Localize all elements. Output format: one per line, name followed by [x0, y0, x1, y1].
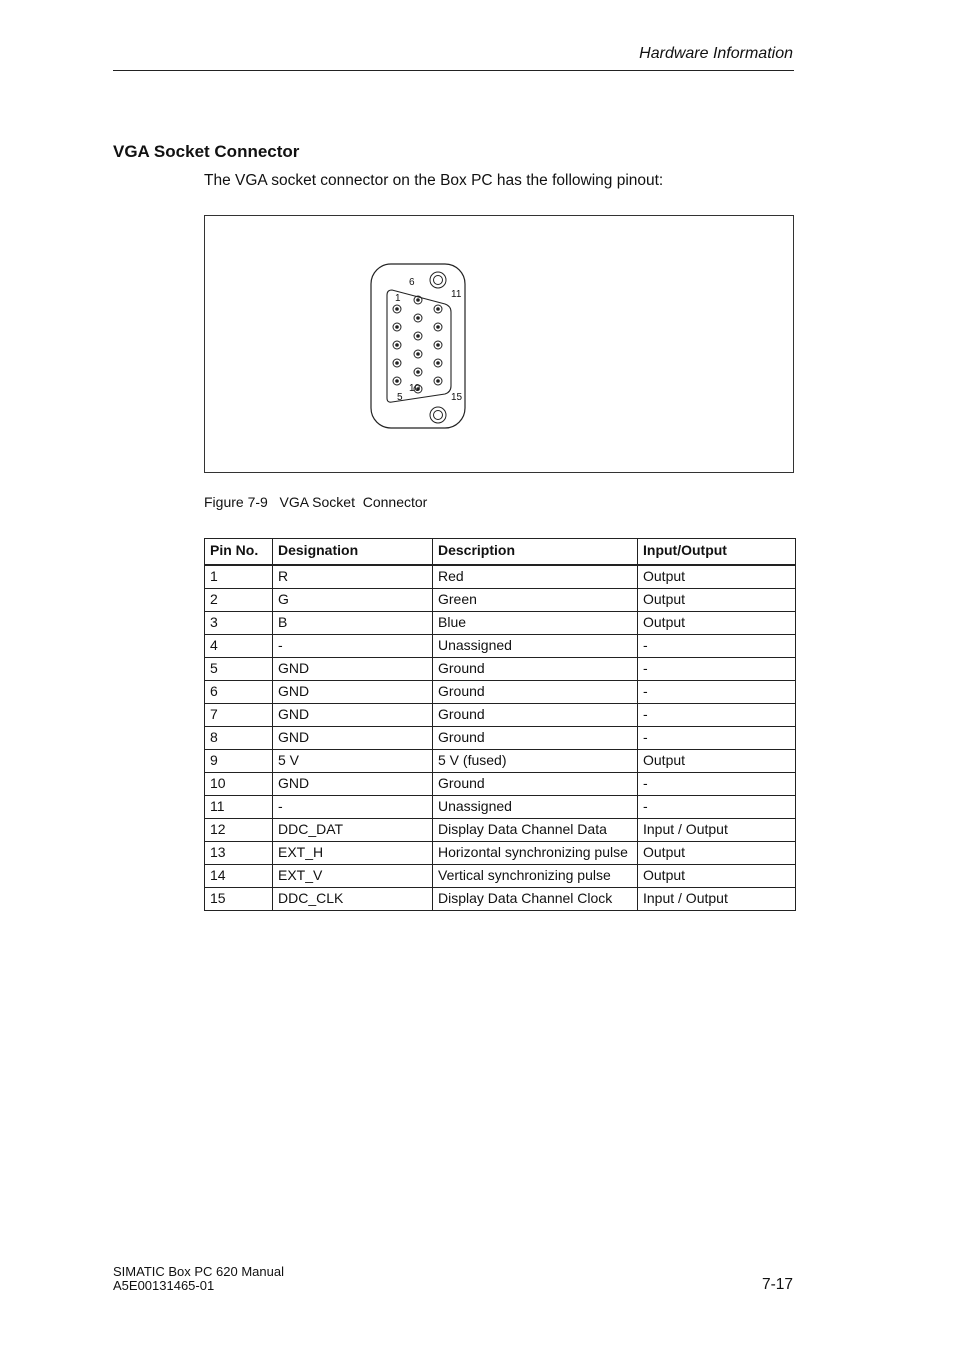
cell-designation: - — [273, 796, 433, 819]
cell-designation: DDC_DAT — [273, 819, 433, 842]
footer-manual-title: SIMATIC Box PC 620 Manual — [113, 1264, 284, 1279]
cell-pin-no: 6 — [205, 681, 273, 704]
table-row — [205, 589, 796, 612]
cell-input-output: - — [638, 658, 796, 681]
table-row — [205, 658, 796, 681]
cell-pin-no: 3 — [205, 612, 273, 635]
table-row — [205, 888, 796, 911]
cell-description: Display Data Channel Clock — [433, 888, 638, 911]
pin-contact-icon — [414, 368, 422, 376]
cell-pin-no: 11 — [205, 796, 273, 819]
cell-input-output: Output — [638, 589, 796, 612]
cell-description: Ground — [433, 704, 638, 727]
pin-label-5: 5 — [397, 392, 403, 403]
table-row — [205, 819, 796, 842]
cell-input-output: Output — [638, 565, 796, 589]
vga-connector-diagram — [205, 216, 793, 472]
cell-designation: GND — [273, 658, 433, 681]
cell-pin-no: 7 — [205, 704, 273, 727]
cell-input-output: - — [638, 796, 796, 819]
cell-designation: 5 V — [273, 750, 433, 773]
cell-description: Ground — [433, 727, 638, 750]
cell-designation: R — [273, 565, 433, 589]
cell-description: Unassigned — [433, 635, 638, 658]
table-header-row — [205, 539, 796, 566]
pin-group — [393, 296, 442, 393]
pin-contact-icon — [414, 350, 422, 358]
cell-input-output: Output — [638, 612, 796, 635]
pinout-table — [204, 538, 796, 911]
cell-pin-no: 4 — [205, 635, 273, 658]
cell-description: Ground — [433, 681, 638, 704]
cell-input-output: Output — [638, 842, 796, 865]
figure-frame — [204, 215, 794, 473]
table-row — [205, 842, 796, 865]
pin-label-6: 6 — [409, 277, 415, 288]
cell-designation: - — [273, 635, 433, 658]
cell-designation: G — [273, 589, 433, 612]
header-rule — [113, 70, 794, 71]
cell-designation: GND — [273, 681, 433, 704]
cell-input-output: - — [638, 635, 796, 658]
pin-contact-icon — [393, 377, 401, 385]
table-row — [205, 704, 796, 727]
pin-contact-icon — [434, 341, 442, 349]
table-row — [205, 681, 796, 704]
intro-paragraph: The VGA socket connector on the Box PC has the following pinout: — [204, 172, 664, 189]
pin-contact-icon — [414, 332, 422, 340]
cell-description: 5 V (fused) — [433, 750, 638, 773]
cell-designation: GND — [273, 727, 433, 750]
pin-contact-icon — [434, 323, 442, 331]
cell-input-output: - — [638, 681, 796, 704]
cell-designation: DDC_CLK — [273, 888, 433, 911]
pin-label-15: 15 — [451, 392, 463, 403]
cell-input-output: - — [638, 704, 796, 727]
cell-description: Ground — [433, 773, 638, 796]
cell-pin-no: 1 — [205, 565, 273, 589]
table-row — [205, 565, 796, 589]
cell-pin-no: 13 — [205, 842, 273, 865]
table-row — [205, 750, 796, 773]
cell-description: Horizontal synchronizing pulse — [433, 842, 638, 865]
cell-pin-no: 9 — [205, 750, 273, 773]
running-header: Hardware Information — [639, 45, 793, 62]
table-row — [205, 727, 796, 750]
cell-description: Green — [433, 589, 638, 612]
cell-input-output: Output — [638, 750, 796, 773]
cell-pin-no: 8 — [205, 727, 273, 750]
cell-designation: B — [273, 612, 433, 635]
cell-designation: EXT_V — [273, 865, 433, 888]
footer-order-number: A5E00131465-01 — [113, 1278, 215, 1293]
cell-input-output: Input / Output — [638, 888, 796, 911]
table-row — [205, 865, 796, 888]
cell-description: Red — [433, 565, 638, 589]
cell-pin-no: 14 — [205, 865, 273, 888]
cell-input-output: - — [638, 773, 796, 796]
header-designation: Designation — [273, 539, 433, 566]
pin-label-11: 11 — [451, 289, 462, 300]
section-title: VGA Socket Connector — [113, 142, 300, 161]
pin-contact-icon — [393, 305, 401, 313]
cell-description: Unassigned — [433, 796, 638, 819]
cell-description: Vertical synchronizing pulse — [433, 865, 638, 888]
cell-pin-no: 5 — [205, 658, 273, 681]
pin-contact-icon — [414, 314, 422, 322]
pin-contact-icon — [434, 377, 442, 385]
pin-contact-icon — [393, 359, 401, 367]
header-pin-no: Pin No. — [205, 539, 273, 566]
table-body — [205, 565, 796, 911]
header-input-output: Input/Output — [638, 539, 796, 566]
cell-input-output: Input / Output — [638, 819, 796, 842]
cell-pin-no: 12 — [205, 819, 273, 842]
cell-designation: EXT_H — [273, 842, 433, 865]
cell-pin-no: 2 — [205, 589, 273, 612]
table-row — [205, 796, 796, 819]
pin-label-1: 1 — [395, 293, 401, 304]
cell-designation: GND — [273, 704, 433, 727]
mounting-screw-bottom-icon — [430, 407, 446, 423]
table-row — [205, 612, 796, 635]
table-row — [205, 773, 796, 796]
pin-contact-icon — [434, 359, 442, 367]
pin-contact-icon — [393, 341, 401, 349]
cell-pin-no: 15 — [205, 888, 273, 911]
cell-designation: GND — [273, 773, 433, 796]
pin-contact-icon — [434, 305, 442, 313]
cell-description: Ground — [433, 658, 638, 681]
mounting-screw-top-icon — [430, 272, 446, 288]
table-row — [205, 635, 796, 658]
cell-input-output: Output — [638, 865, 796, 888]
pin-label-10: 10 — [409, 383, 421, 394]
page-number: 7-17 — [761, 1276, 793, 1293]
figure-caption: Figure 7-9 VGA Socket Connector — [204, 494, 428, 510]
pin-contact-icon — [393, 323, 401, 331]
cell-input-output: - — [638, 727, 796, 750]
cell-description: Display Data Channel Data — [433, 819, 638, 842]
header-description: Description — [433, 539, 638, 566]
cell-pin-no: 10 — [205, 773, 273, 796]
cell-description: Blue — [433, 612, 638, 635]
footer-manual-info — [113, 1265, 284, 1293]
